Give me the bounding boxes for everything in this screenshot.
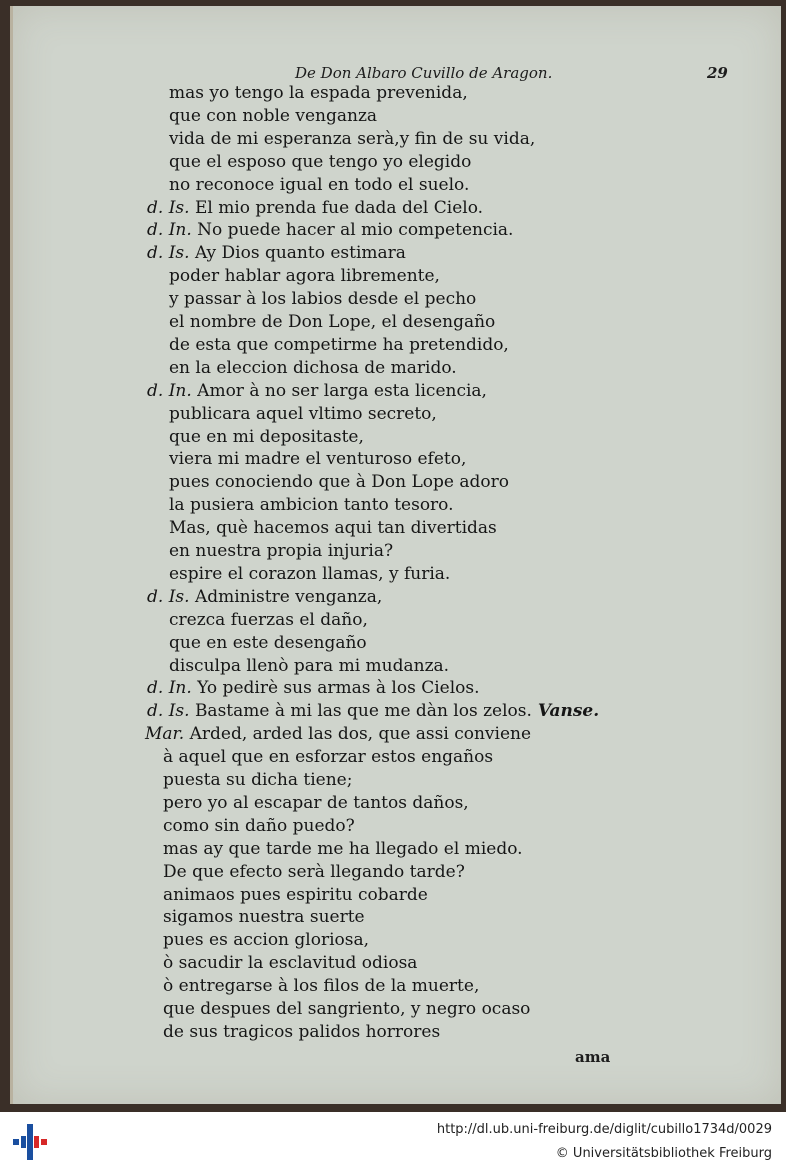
page-number: 29 [707, 64, 728, 82]
verse-line-text: en nuestra propia injuria? [169, 541, 394, 561]
verse-line [147, 700, 599, 722]
verse-line [163, 975, 479, 997]
speaker-label: d. Is. [147, 243, 195, 264]
verse-line [169, 609, 368, 631]
verse-line [163, 815, 355, 837]
permalink-url[interactable]: http://dl.ub.uni-freiburg.de/diglit/cubillo1734d/0029 [436, 1122, 772, 1137]
verse-line [169, 357, 457, 379]
speaker-label: Mar. [145, 724, 190, 745]
verse-line [163, 1021, 440, 1043]
verse-line-text: vida de mi esperanza serà,y fin de su vida, [169, 128, 536, 149]
verse-line [169, 426, 364, 448]
verse-line [163, 861, 465, 883]
verse-line [163, 792, 469, 814]
verse-line [169, 563, 450, 585]
verse-line-text: No puede hacer al mio competencia. [197, 220, 514, 241]
speaker-label: d. In. [147, 678, 198, 699]
verse-line-text: poder hablar agora libremente, [169, 266, 440, 287]
speaker-label: d. Is. [147, 701, 195, 722]
verse-line-text: que con noble venganza [169, 105, 378, 126]
verse-line [169, 288, 476, 310]
verse-line [147, 219, 513, 241]
verse-line-text: mas ay que tarde me ha llegado el miedo. [163, 838, 523, 859]
verse-line-text: que en este desengaño [169, 632, 367, 653]
verse-line-text: que despues del sangriento, y negro ocaso [163, 999, 531, 1019]
verse-line-text: no reconoce igual en todo el suelo. [169, 174, 470, 195]
verse-line-text: sigamos nuestra suerte [163, 907, 365, 928]
verse-line-text: espire el corazon llamas, y furia. [169, 563, 451, 584]
verse-line-text: ò sacudir la esclavitud odiosa [163, 953, 418, 974]
verse-line [169, 311, 495, 333]
verse-line-text: que en mi depositaste, [169, 426, 364, 447]
speaker-label: d. Is. [147, 197, 195, 218]
verse-line [169, 448, 466, 470]
speaker-label: d. In. [147, 220, 198, 241]
verse-line-text: ò entregarse à los filos de la muerte, [163, 976, 480, 997]
verse-line-text: De que efecto serà llegando tarde? [163, 861, 465, 882]
verse-line-text: Mas, què hacemos aqui tan divertidas [169, 518, 497, 539]
verse-line [169, 151, 471, 173]
viewer-footer [0, 1112, 786, 1170]
university-logo-icon [10, 1122, 50, 1162]
verse-line-text: y passar à los labios desde el pecho [169, 289, 477, 310]
verse-line [163, 884, 428, 906]
verse-line [169, 632, 367, 654]
verse-line-text: la pusiera ambicion tanto tesoro. [169, 495, 454, 516]
verse-line-text: Bastame à mi las que me dàn los zelos. [194, 701, 532, 722]
verse-line-text: de esta que competirme ha pretendido, [169, 334, 509, 355]
stage-direction: Vanse. [531, 701, 600, 722]
verse-line [169, 517, 497, 539]
verse-line [169, 655, 449, 677]
verse-line-text: publicara aquel vltimo secreto, [169, 403, 437, 424]
verse-line-text: viera mi madre el venturoso efeto, [169, 449, 467, 470]
verse-line [169, 471, 509, 493]
verse-line [145, 723, 531, 745]
verse-line-text: pero yo al escapar de tantos daños, [163, 792, 469, 813]
verse-line [147, 197, 483, 219]
running-title: De Don Albaro Cuvillo de Aragon. [295, 64, 553, 82]
verse-line [163, 838, 523, 860]
verse-line [147, 586, 382, 608]
catchword: ama [575, 1048, 611, 1066]
verse-line [147, 380, 487, 402]
verse-line-text: disculpa llenò para mi mudanza. [169, 655, 450, 676]
verse-line-text: El mio prenda fue dada del Cielo. [194, 197, 484, 218]
verse-line-text: puesta su dicha tiene; [163, 770, 353, 790]
verse-line [163, 929, 369, 951]
verse-line [147, 242, 406, 264]
copyright-notice: © Universitätsbibliothek Freiburg [555, 1146, 772, 1161]
verse-line-text: el nombre de Don Lope, el desengaño [169, 312, 496, 332]
verse-line-text: mas yo tengo la espada prevenida, [169, 83, 468, 103]
verse-line [169, 540, 393, 562]
verse-line [147, 677, 480, 699]
verse-line [163, 906, 365, 928]
verse-line [163, 746, 493, 768]
verse-line [169, 403, 437, 425]
verse-line-text: Ay Dios quanto estimara [194, 243, 406, 264]
verse-line [169, 494, 454, 516]
verse-line-text: de sus tragicos palidos horrores [163, 1021, 441, 1042]
verse-line-text: animaos pues espiritu cobarde [163, 884, 428, 905]
verse-line [169, 334, 509, 356]
verse-line-text: Amor à no ser larga esta licencia, [197, 380, 487, 401]
verse-line-text: à aquel que en esforzar estos engaños [163, 747, 494, 768]
verse-line [169, 105, 377, 127]
book-page [10, 6, 781, 1104]
speaker-label: d. Is. [147, 586, 195, 607]
verse-line-text: Administre venganza, [194, 586, 383, 607]
verse-line [169, 82, 468, 104]
verse-line [163, 769, 352, 791]
verse-line-text: Arded, arded las dos, que assi conviene [189, 724, 532, 745]
verse-line-text: como sin daño puedo? [163, 815, 355, 836]
verse-line-text: pues conociendo que à Don Lope adoro [169, 472, 509, 493]
verse-line [169, 174, 469, 196]
verse-line-text: Yo pedirè sus armas à los Cielos. [197, 678, 480, 699]
verse-line [169, 265, 440, 287]
verse-line-text: en la eleccion dichosa de marido. [169, 357, 457, 378]
verse-line [169, 128, 535, 150]
speaker-label: d. In. [147, 380, 198, 401]
verse-line-text: pues es accion gloriosa, [163, 930, 370, 951]
verse-line-text: que el esposo que tengo yo elegido [169, 151, 472, 172]
verse-line [163, 998, 530, 1020]
verse-line-text: crezca fuerzas el daño, [169, 609, 368, 630]
verse-line [163, 952, 417, 974]
